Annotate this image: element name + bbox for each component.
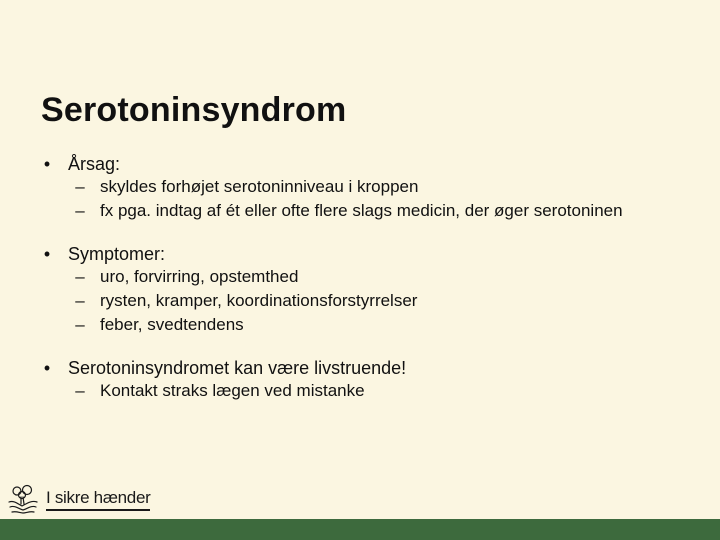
sub-bullet-text: uro, forvirring, opstemthed (100, 267, 299, 286)
sub-bullet-text: Kontakt straks lægen ved mistanke (100, 381, 365, 400)
sub-bullet-marker: – (75, 267, 85, 286)
bullet-marker: • (43, 154, 51, 174)
sub-bullet (0, 379, 720, 403)
sub-bullet-marker: – (75, 291, 85, 310)
sub-bullet (0, 289, 720, 313)
sub-bullet-text: skyldes forhøjet serotoninniveau i kroppen (100, 177, 419, 196)
logo-text: I sikre hænder (46, 488, 150, 511)
sub-bullet-text: fx pga. indtag af ét eller ofte flere slags medicin, der øger serotoninen (100, 201, 623, 220)
sub-bullet-text: rysten, kramper, koordinationsforstyrrelser (100, 291, 418, 310)
bullet-text: Symptomer: (68, 244, 166, 264)
sub-bullet (0, 199, 720, 223)
sub-bullet (0, 313, 720, 337)
sub-bullet (0, 175, 720, 199)
footer-band (0, 519, 720, 540)
bullet-item (0, 357, 720, 403)
sub-bullet-text: feber, svedtendens (100, 315, 244, 334)
bullet-list (0, 153, 720, 423)
bullet-marker: • (43, 244, 51, 264)
bullet-line (0, 153, 720, 175)
hands-tree-icon (6, 482, 40, 516)
bullet-item (0, 243, 720, 337)
sub-bullet-marker: – (75, 201, 85, 220)
sub-bullet (0, 265, 720, 289)
sub-bullet-marker: – (75, 381, 85, 400)
sub-bullet-marker: – (75, 315, 85, 334)
slide-title: Serotoninsyndrom (41, 91, 347, 129)
bullet-item (0, 153, 720, 223)
bullet-marker: • (43, 358, 51, 378)
sub-bullet-marker: – (75, 177, 85, 196)
footer-logo (6, 482, 150, 516)
bullet-text: Årsag: (68, 154, 121, 174)
bullet-text: Serotoninsyndromet kan være livstruende! (68, 358, 407, 378)
bullet-line (0, 357, 720, 379)
bullet-line (0, 243, 720, 265)
